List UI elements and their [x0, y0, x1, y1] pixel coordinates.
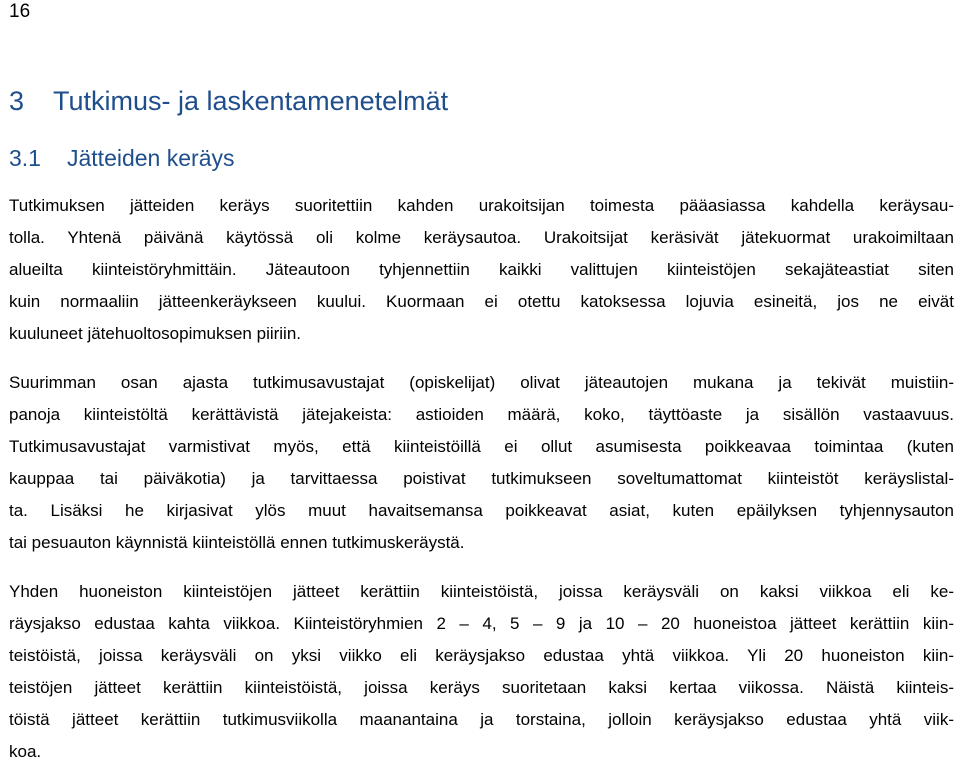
text-line: Suurimman osan ajasta tutkimusavustajat (opiskelijat) olivat jäteautojen mukana ja tekivät muistiin-: [9, 373, 954, 392]
text-line: panoja kiinteistöltä kerättävistä jätejakeista: astioiden määrä, koko, täyttöaste ja sisällön vastaavuus.: [9, 405, 954, 424]
page-number: 16: [9, 1, 31, 22]
text-line: kauppaa tai päiväkotia) ja tarvittaessa poistivat tutkimukseen soveltumattomat kiinteistöt keräyslistal-: [9, 469, 954, 488]
section-title: Jätteiden keräys: [67, 145, 235, 171]
text-line: Yhden huoneiston kiinteistöjen jätteet kerättiin kiinteistöistä, joissa keräysväli on kaksi viikkoa eli ke-: [9, 582, 954, 601]
text-line: kuuluneet jätehuoltosopimuksen piiriin.: [9, 324, 302, 343]
text-line: räysjakso edustaa kahta viikkoa. Kiinteistöryhmien 2 – 4, 5 – 9 ja 10 – 20 huoneistoa jätteet kerättiin kiin-: [9, 614, 954, 633]
text-line: alueilta kiinteistöryhmittäin. Jäteautoon tyhjennettiin kaikki valittujen kiinteistöjen sekajäteastiat siten: [9, 260, 954, 279]
text-line: koa.: [9, 742, 42, 761]
text-line: tolla. Yhtenä päivänä käytössä oli kolme keräysautoa. Urakoitsijat keräsivät jätekuormat urakoimiltaan: [9, 228, 954, 247]
paragraph-collection-intervals: [9, 576, 954, 768]
section-number: 3.1: [9, 145, 41, 171]
text-line: tai pesuauton käynnistä kiinteistöllä ennen tutkimuskeräystä.: [9, 533, 465, 552]
text-line: ta. Lisäksi he kirjasivat ylös muut havaitsemansa poikkeavat asiat, kuten epäilyksen tyhjennysauton: [9, 501, 954, 520]
text-line: Tutkimuksen jätteiden keräys suoritettiin kahden urakoitsijan toimesta pääasiassa kahdella keräysau-: [9, 196, 954, 215]
paragraph-waste-collection: [9, 190, 954, 350]
text-line: kuin normaaliin jätteenkeräykseen kuului. Kuormaan ei otettu katoksessa lojuvia esineitä, jos ne eivät: [9, 292, 954, 311]
section-heading: [9, 143, 234, 173]
chapter-title: Tutkimus- ja laskentamenetelmät: [53, 86, 449, 116]
chapter-heading: [9, 84, 448, 118]
text-line: Tutkimusavustajat varmistivat myös, että kiinteistöillä ei ollut asumisesta poikkeavaa toimintaa (kuten: [9, 437, 954, 456]
chapter-number: 3: [9, 86, 25, 116]
text-line: teistöistä, joissa keräysväli on yksi viikko eli keräysjakso edustaa yhtä viikkoa. Yli 20 huoneiston kiin-: [9, 646, 954, 665]
text-line: teistöjen jätteet kerättiin kiinteistöistä, joissa keräys suoritetaan kaksi kertaa viikossa. Näistä kiinteis-: [9, 678, 954, 697]
text-line: töistä jätteet kerättiin tutkimusviikolla maanantaina ja torstaina, jolloin keräysjakso edustaa yhtä viik-: [9, 710, 954, 729]
paragraph-research-assistants: [9, 367, 954, 559]
